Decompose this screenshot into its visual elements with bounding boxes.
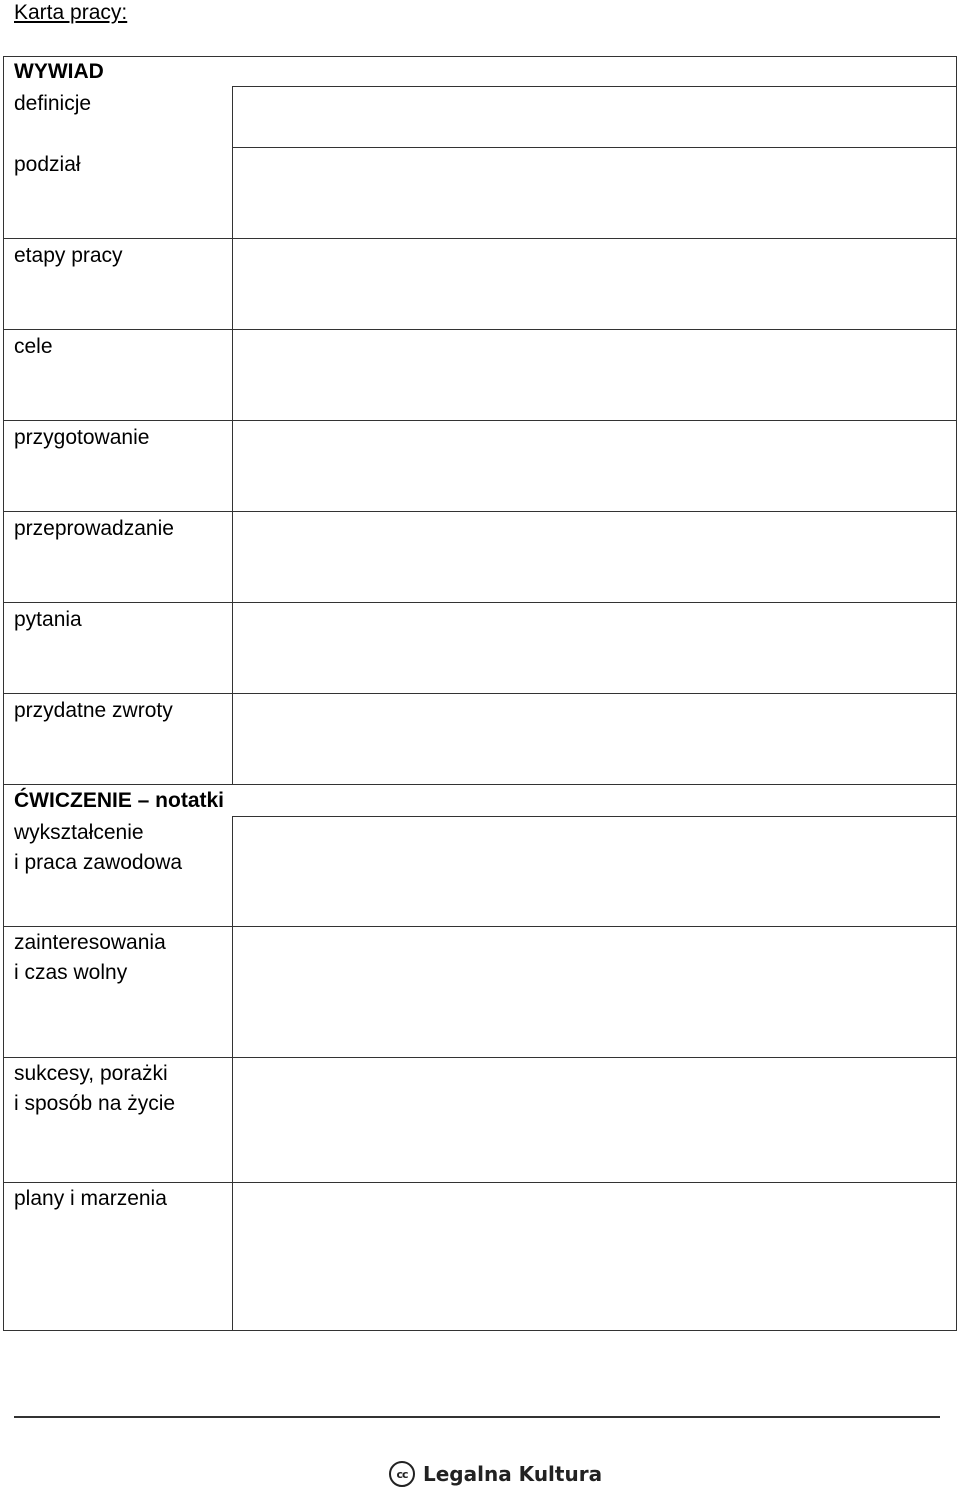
- row-label-successes: sukcesy, porażki: [14, 1062, 168, 1085]
- table-divider: [4, 693, 956, 694]
- row-label-conducting: przeprowadzanie: [14, 517, 174, 540]
- creative-commons-icon: cc: [389, 1461, 415, 1487]
- row-label-interests: zainteresowania: [14, 931, 166, 954]
- table-divider: [232, 147, 956, 148]
- row-label-questions: pytania: [14, 608, 82, 631]
- row-label-work-stages: etapy pracy: [14, 244, 123, 267]
- column-divider: [232, 816, 233, 1330]
- table-divider: [4, 420, 956, 421]
- table-divider: [4, 238, 956, 239]
- row-label-goals: cele: [14, 335, 53, 358]
- brand-name: Legalna Kultura: [423, 1462, 603, 1486]
- table-divider: [232, 86, 956, 87]
- worksheet-title: Karta pracy:: [14, 1, 128, 24]
- row-label-education: wykształcenie: [14, 821, 144, 844]
- table-divider: [4, 511, 956, 512]
- table-divider: [4, 784, 956, 785]
- table-divider: [4, 602, 956, 603]
- row-label-useful-phrases: przydatne zwroty: [14, 699, 173, 722]
- worksheet-table: [3, 56, 957, 1331]
- table-divider: [4, 1182, 956, 1183]
- table-divider: [232, 816, 956, 817]
- row-label-preparation: przygotowanie: [14, 426, 150, 449]
- row-label-definitions: definicje: [14, 92, 92, 115]
- table-divider: [4, 926, 956, 927]
- row-label-division: podział: [14, 153, 81, 176]
- footer-logo: [389, 1458, 602, 1490]
- section-heading-interview: WYWIAD: [14, 60, 104, 83]
- column-divider: [232, 86, 233, 784]
- section-heading-exercise: ĆWICZENIE – notatki: [14, 789, 225, 812]
- row-label-interests: i czas wolny: [14, 961, 128, 984]
- table-divider: [4, 329, 956, 330]
- table-divider: [4, 1057, 956, 1058]
- row-label-plans: plany i marzenia: [14, 1187, 167, 1210]
- row-label-education: i praca zawodowa: [14, 851, 183, 874]
- footer-divider: [14, 1416, 940, 1418]
- row-label-successes: i sposób na życie: [14, 1092, 176, 1115]
